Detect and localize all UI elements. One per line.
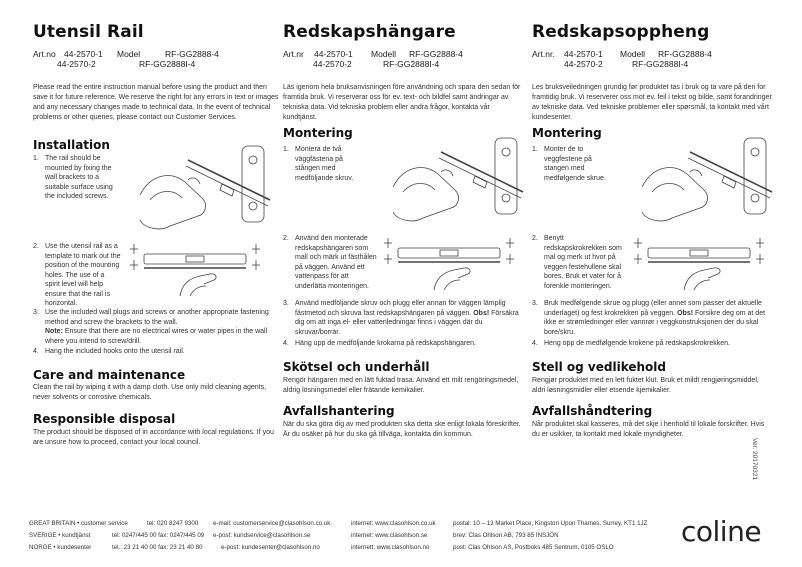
disposal-heading: Avfallshantering [283,404,395,418]
column-norwegian [532,22,774,123]
coline-logo: coline [681,515,762,548]
footer-row-se: SVERIGE • kundtjänst tel: 0247/445 00 fax: 0247/445 09 e-post: kundservice@clasohlson.se internet: www.clasohlson.se brev: Clas Ohlson AB, 793 85 INSJÖN [29,532,559,539]
art-row-2 [283,59,525,69]
art-row-2 [532,59,774,69]
product-title: Utensil Rail [33,22,144,42]
level-marking-illustration [384,234,522,292]
installation-step-3: 3. Bruk medfølgende skrue og plugg (eller annet som passer det aktuelle underlaget) og fest krokrekken på veggen. Obs! Forsikre deg om at det ikke er strømledninger eller vannrør i veggkonstruksjonen der du skal bore/skru. [532,300,766,336]
art-number: 44-2570-2 [57,59,96,69]
hand-outline [180,274,216,296]
model-label: Modell [620,49,646,59]
art-label: Art.nr. [532,49,555,59]
level-marking-illustration [634,234,772,292]
wall-bracket [242,146,264,222]
model-number: RF-GG2888I-4 [383,59,440,69]
model-number: RF-GG2888-4 [658,49,712,59]
product-title: Redskapsoppheng [532,22,710,42]
art-number: 44-2570-2 [313,59,352,69]
model-label: Model [117,49,141,59]
installation-step-1: 1. The rail should be mounted by fixing the wall brackets to a suitable surface using the included screws. [33,155,113,200]
art-number: 44-2570-2 [564,59,603,69]
contact-footer [29,518,679,554]
installation-step-2: 2. Use the utensil rail as a template to mark out the position of the mounting holes. The use of a spirit level will help ensure that the rail is horizontal. [33,243,121,307]
installation-step-1: 1. Monter de to veggfestene på stangen med medfølgende skrue. [532,146,606,182]
intro-text: Läs igenom hela bruksanvisningen före användning och spara den sedan för framtida bruk. Vi reserverar oss för ev. text- och bildfel samt ändringar av tekniska data. Vid tekniska problem eller andra frågor, kontakta vår kundtjänst. [283,84,521,121]
footer-row-no: NORGE • kundesenter tel.: 23 21 40 00 fax: 23 21 40 80 e-post: kundesenter@clasohlson.no internett: www.clasohlson.no post: Clas Ohlson AS, Postboks 485 Sentrum, 0105 OSLO [29,544,614,551]
care-heading: Stell og vedlikehold [532,360,666,374]
art-row-2 [33,59,275,69]
model-number: RF-GG2888-4 [165,49,219,59]
installation-step-4: 4. Häng upp de medföljande krokarna på redskapshängaren. [283,340,476,347]
art-row-1 [532,49,774,59]
spirit-level [144,254,246,264]
model-label: Modell [371,49,397,59]
column-swedish [283,22,525,123]
art-number: 44-2570-1 [564,49,603,59]
art-label: Art.nr [283,49,304,59]
care-text: Rengjør produktet med en lett fuktet klut. Bruk et mildt rengjøringsmiddel, aldri løsningsmidler eller etsende kjemikalier. [532,377,759,394]
disposal-text: När du ska göra dig av med produkten ska detta ske enligt lokala föreskrifter. Är du osäker på hur du ska gå tillväga, kontakta din kommun. [283,421,521,438]
art-label: Art.no [33,49,56,59]
care-heading: Care and maintenance [33,368,186,382]
care-text: Clean the rail by wiping it with a damp cloth. Use only mild cleaning agents, never solvents or corrosive chemicals. [33,384,267,401]
product-title: Redskapshängare [283,22,456,42]
installation-step-2: 2. Benytt redskapskrokrekken som mal og merk ut hvor på veggen festehullene skal bores. Bruk et vater for å forenkle monteringen. [532,235,622,290]
bracket-mounting-illustration [632,132,778,226]
care-text: Rengör hängaren med en lätt fuktad trasa. Använd ett milt rengöringsmedel, aldrig lösningsmedel eller frätande kemikalier. [283,377,519,394]
bracket-mounting-illustration [130,140,276,234]
installation-step-3: 3. Use the included wall plugs and screws or another appropriate fastening method and screw the brackets to the wall. Note: Ensure that there are no electrical wires or water pipes in the wall where you intend to screw/drill. [33,309,269,345]
installation-heading: Installation [33,138,110,152]
installation-step-3: 3. Använd medföljande skruv och plugg eller annan för väggen lämplig fästmetod och skruva fast redskapshängaren på väggen. Obs! Försäkra dig om att inga el- eller vattenledningar finns i väggen där du skruvar/borrar. [283,300,519,336]
installation-step-1: 1. Montera de två väggfästena på stången med medföljande skruv. [283,146,354,182]
footer-row-uk: GREAT BRITAIN • customer service tel: 020 8247 9300 e-mail: customerservice@clasohlson.co.uk internet: www.clasohlson.co.uk postal: 10 – 13 Market Place, Kingston Upon Thames, Surrey, KT1 1JZ [29,520,648,527]
installation-heading: Montering [283,126,353,140]
hand-outline [140,176,205,226]
intro-text: Please read the entire instruction manual before using the product and then save it for future reference. We reserve the right for any errors in text or images and any necessary changes made to technical data. In the event of technical problems or other queries, please contact our Customer Services. [33,84,279,121]
care-heading: Skötsel och underhåll [283,360,430,374]
art-row-1 [33,49,275,59]
bracket-mounting-illustration [383,132,529,226]
level-marking-illustration [130,240,268,298]
disposal-text: Når produktet skal kasseres, må det skje i henhold til lokale forskrifter. Hvis du er usikker, ta kontakt med lokale myndigheter. [532,421,765,438]
installation-step-4: 4. Heng opp de medfølgende krokene på redskapskrokrekken. [532,340,730,347]
installation-heading: Montering [532,126,602,140]
intro-text: Les bruksveiledningen grundig før produktet tas i bruk og ta vare på den for framtidig bruk. Vi reserverer oss mot ev. feil i tekst og bilde, samt forandringer av tekniske data. Ved tekniske problemer eller spørsmål, ta kontakt med vårt kundesenter. [532,84,772,121]
column-english [33,22,279,123]
model-number: RF-GG2888I-4 [632,59,689,69]
rail-line [188,160,270,200]
model-number: RF-GG2888-4 [409,49,463,59]
art-number: 44-2570-1 [314,49,353,59]
disposal-text: The product should be disposed of in accordance with local regulations. If you are unsure how to proceed, contact your local council. [33,429,274,446]
installation-step-4: 4. Hang the included hooks onto the utensil rail. [33,348,185,355]
installation-step-2: 2. Använd den monterade redskapshängaren som mall och märk ut fästhålen på väggen. Använd ett vattenpass för att underlätta monteringen. [283,235,377,290]
version-label: Ver. 20170321 [751,438,758,480]
disposal-heading: Avfallshåndtering [532,404,653,418]
art-row-1 [283,49,525,59]
disposal-heading: Responsible disposal [33,412,176,426]
art-number: 44-2570-1 [64,49,103,59]
model-number: RF-GG2888I-4 [139,59,196,69]
